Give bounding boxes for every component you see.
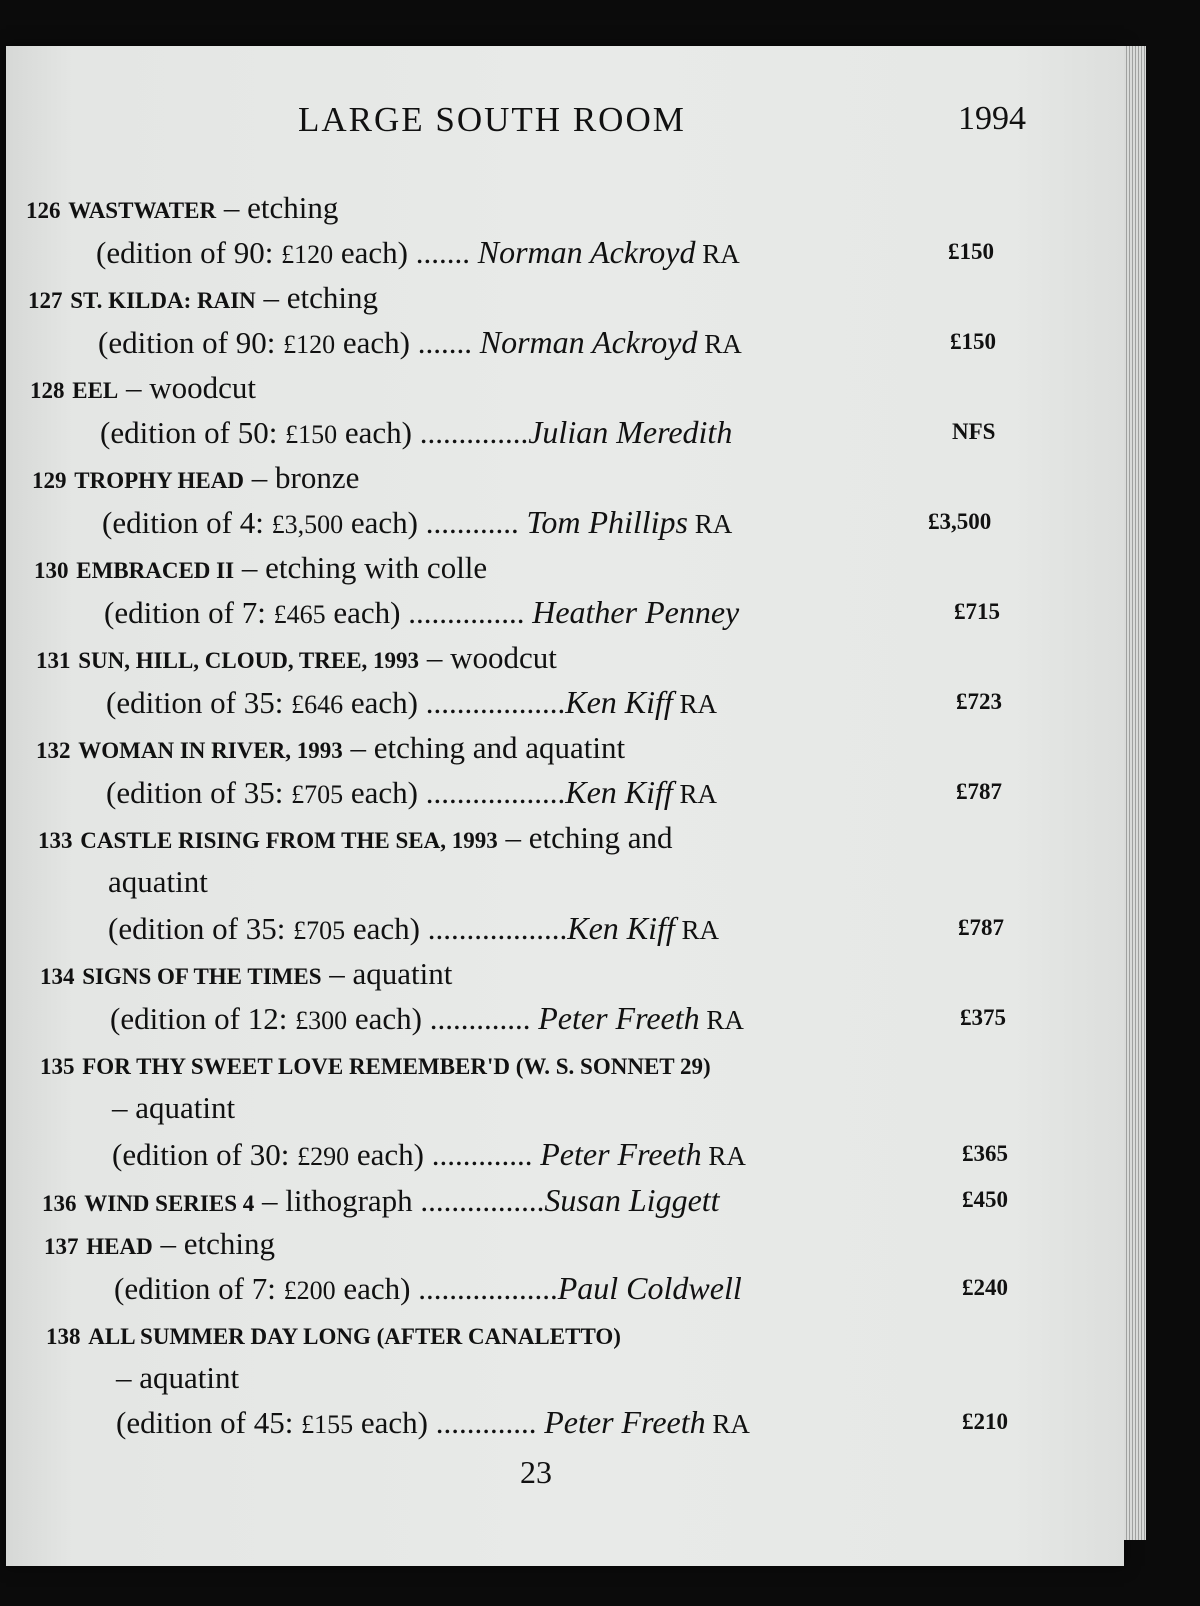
entry-131-price: £723 [956, 689, 1002, 714]
entry-title: CASTLE RISING FROM THE SEA, 1993 [80, 828, 498, 853]
edition-text: (edition of 7: [114, 1271, 284, 1306]
entry-medium: – etching [216, 190, 339, 225]
entry-138-price: £210 [962, 1409, 1008, 1434]
entry-number: 130 [34, 558, 69, 583]
edition-end: each) [353, 1405, 428, 1440]
artist-name: Ken Kiff [567, 910, 675, 946]
artist-suffix: RA [699, 1005, 744, 1035]
entry-medium: – woodcut [419, 640, 557, 675]
edition-price: £3,500 [271, 510, 344, 539]
entry-131-title-line [36, 638, 557, 681]
entry-number: 132 [36, 738, 71, 763]
edition-text: (edition of 90: [96, 235, 282, 270]
artist-name: Julian Meredith [528, 414, 733, 450]
edition-end: each) [333, 235, 408, 270]
entry-131-edition-line [106, 682, 717, 725]
entry-135-medium-cont: – aquatint [112, 1090, 236, 1125]
leader-dots: ................ [412, 1183, 545, 1218]
entry-title: ST. KILDA: RAIN [70, 288, 256, 313]
entry-133-edition-line [108, 908, 719, 951]
entry-title: SIGNS OF THE TIMES [82, 964, 322, 989]
edition-text: (edition of 35: [106, 775, 292, 810]
leader-dots: .................. [417, 775, 566, 810]
entry-number: 134 [40, 964, 75, 989]
page-edges [1124, 46, 1146, 1540]
entry-number: 128 [30, 378, 65, 403]
artist-suffix: RA [705, 1409, 750, 1439]
artist-name: Heather Penney [532, 594, 740, 630]
edition-end: each) [347, 1001, 422, 1036]
entry-medium: – etching and aquatint [342, 730, 626, 765]
artist-suffix: RA [674, 915, 720, 945]
entry-medium: – aquatint [321, 956, 453, 991]
edition-price: £120 [281, 240, 334, 269]
artist-name: Peter Freeth [540, 1136, 702, 1172]
entry-title: TROPHY HEAD [74, 468, 244, 493]
edition-text: (edition of 35: [106, 685, 292, 720]
entry-number: 136 [42, 1191, 77, 1216]
artist-name: Peter Freeth [538, 1000, 700, 1036]
entry-138-edition-line [116, 1402, 750, 1445]
artist-name: Ken Kiff [565, 684, 673, 720]
leader-dots: ............. [421, 1001, 531, 1036]
entry-number: 127 [28, 288, 63, 313]
entry-135-edition-line [112, 1134, 746, 1177]
edition-price: £200 [283, 1276, 336, 1305]
section-title: LARGE SOUTH ROOM [298, 100, 686, 139]
edition-price: £300 [295, 1006, 348, 1035]
edition-text: (edition of 12: [110, 1001, 296, 1036]
entry-127-price: £150 [950, 329, 996, 354]
leader-dots: ............ [417, 505, 519, 540]
entry-title: HEAD [86, 1234, 153, 1259]
entry-129-edition-line [102, 502, 732, 545]
edition-end: each) [343, 685, 418, 720]
entry-title: WOMAN IN RIVER, 1993 [78, 738, 343, 763]
entry-number: 137 [44, 1234, 79, 1259]
entry-130-edition-line [104, 592, 739, 635]
entry-138-medium-cont: – aquatint [116, 1360, 240, 1395]
entry-127-title-line [28, 278, 378, 321]
edition-end: each) [335, 1271, 411, 1306]
edition-price: £646 [291, 690, 344, 719]
leader-dots: .................. [410, 1271, 558, 1306]
entry-126-title-line [26, 188, 338, 231]
entry-number: 129 [32, 468, 67, 493]
edition-end: each) [345, 911, 420, 946]
entry-number: 135 [40, 1054, 75, 1079]
artist-suffix: RA [701, 1141, 746, 1171]
leader-dots: ....... [409, 325, 472, 360]
leader-dots: .................. [417, 685, 566, 720]
edition-price: £290 [297, 1142, 350, 1171]
edition-price: £155 [301, 1410, 354, 1439]
edition-end: each) [343, 775, 418, 810]
entry-132-edition-line [106, 772, 717, 815]
page-number: 23 [520, 1454, 552, 1490]
artist-name: Norman Ackroyd [477, 234, 696, 270]
artist-suffix: RA [672, 689, 718, 719]
entry-136-price: £450 [962, 1187, 1008, 1212]
edition-text: (edition of 35: [108, 911, 294, 946]
entry-130-title-line [34, 548, 487, 591]
artist-name: Peter Freeth [544, 1404, 706, 1440]
artist-name: Norman Ackroyd [479, 324, 698, 360]
entry-133-price: £787 [958, 915, 1004, 940]
leader-dots: .............. [411, 415, 529, 450]
entry-137-price: £240 [962, 1275, 1008, 1300]
leader-dots: .................. [419, 911, 568, 946]
artist-name: Susan Liggett [544, 1182, 720, 1218]
catalogue-year: 1994 [958, 100, 1026, 137]
artist-suffix: RA [688, 509, 733, 539]
edition-text: (edition of 50: [100, 415, 286, 450]
entry-137-edition-line [114, 1268, 742, 1311]
entry-128-edition-line [100, 412, 732, 455]
entry-number: 131 [36, 648, 71, 673]
edition-end: each) [335, 325, 410, 360]
entry-132-title-line [36, 728, 625, 771]
leader-dots: ............... [400, 595, 525, 630]
edition-end: each) [337, 415, 412, 450]
entry-medium: – lithograph [254, 1183, 413, 1218]
edition-text: (edition of 7: [104, 595, 274, 630]
entry-129-price: £3,500 [928, 509, 992, 534]
entry-135-title-line [40, 1044, 711, 1087]
artist-name: Paul Coldwell [557, 1270, 742, 1306]
entry-133-medium-cont: aquatint [108, 864, 208, 899]
entry-list [6, 46, 1124, 1566]
entry-133-title-line [38, 818, 673, 861]
entry-number: 138 [46, 1324, 81, 1349]
entry-136-title-line [42, 1180, 720, 1224]
entry-number: 133 [38, 828, 73, 853]
entry-title: FOR THY SWEET LOVE REMEMBER'D (W. S. SONNET 29) [82, 1054, 711, 1079]
edition-end: each) [325, 595, 401, 630]
artist-name: Ken Kiff [565, 774, 673, 810]
entry-title: EMBRACED II [76, 558, 235, 583]
entry-126-edition-line [96, 232, 740, 275]
edition-price: £705 [293, 916, 346, 945]
artist-suffix: RA [695, 239, 740, 269]
entry-126-price: £150 [948, 239, 994, 264]
entry-129-title-line [32, 458, 359, 501]
edition-price: £150 [285, 420, 338, 449]
entry-137-title-line [44, 1224, 275, 1267]
artist-suffix: RA [672, 779, 718, 809]
edition-text: (edition of 90: [98, 325, 284, 360]
entry-title: SUN, HILL, CLOUD, TREE, 1993 [78, 648, 420, 673]
leader-dots: ....... [407, 235, 470, 270]
leader-dots: ............. [427, 1405, 537, 1440]
entry-134-title-line [40, 954, 452, 997]
entry-medium: – bronze [244, 460, 360, 495]
entry-title: WIND SERIES 4 [84, 1191, 255, 1216]
artist-suffix: RA [697, 329, 742, 359]
edition-end: each) [343, 505, 418, 540]
entry-127-edition-line [98, 322, 742, 365]
entry-134-edition-line [110, 998, 744, 1041]
entry-title: ALL SUMMER DAY LONG (AFTER CANALETTO) [88, 1324, 621, 1349]
artist-name: Tom Phillips [526, 504, 688, 540]
edition-price: £705 [291, 780, 344, 809]
entry-number: 126 [26, 198, 61, 223]
entry-132-price: £787 [956, 779, 1002, 804]
entry-medium: – etching [255, 280, 379, 315]
edition-text: (edition of 45: [116, 1405, 302, 1440]
catalogue-page [6, 46, 1124, 1566]
entry-medium: – etching [152, 1226, 275, 1261]
entry-134-price: £375 [960, 1005, 1006, 1030]
entry-medium: – etching and [497, 820, 673, 855]
entry-128-title-line [30, 368, 256, 411]
entry-138-title-line [46, 1314, 621, 1357]
entry-128-price: NFS [952, 419, 996, 444]
entry-title: EEL [72, 378, 119, 403]
entry-130-price: £715 [954, 599, 1000, 624]
entry-135-price: £365 [962, 1141, 1008, 1166]
entry-medium: – woodcut [118, 370, 257, 405]
edition-end: each) [349, 1137, 424, 1172]
edition-text: (edition of 4: [102, 505, 272, 540]
entry-medium: – etching with colle [234, 550, 488, 585]
edition-text: (edition of 30: [112, 1137, 298, 1172]
edition-price: £120 [283, 330, 336, 359]
leader-dots: ............. [423, 1137, 533, 1172]
edition-price: £465 [273, 600, 326, 629]
entry-title: WASTWATER [68, 198, 217, 223]
